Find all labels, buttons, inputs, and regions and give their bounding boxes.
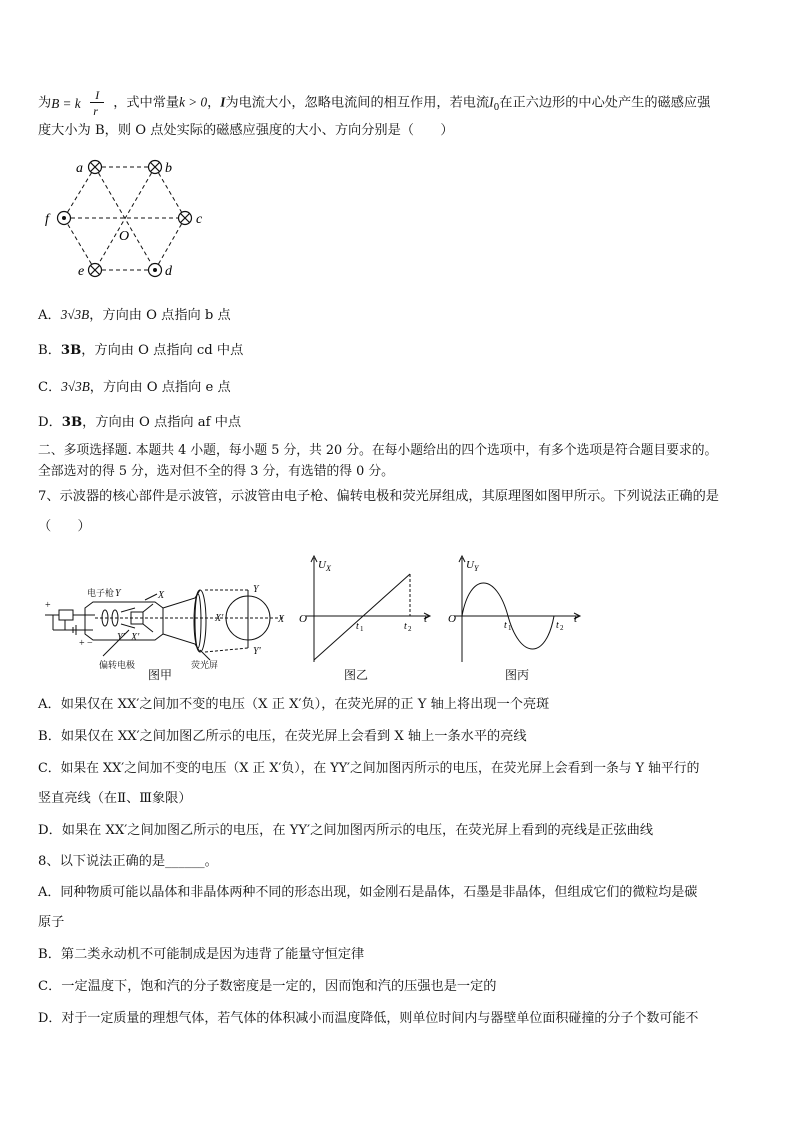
q7-option-c-line2: 竖直亮线（在Ⅱ、Ⅲ象限） [38,791,192,806]
hexagon-wire-diagram [40,152,215,282]
svg-text:Y: Y [115,588,121,599]
wire-e-into-icon [89,264,102,277]
svg-text:t: t [574,613,578,625]
svg-text:t: t [556,620,559,631]
figure-yi-caption: 图乙 [344,668,369,682]
svg-text:U: U [318,559,326,571]
figure-yi-ux-graph [296,552,436,664]
section2-line1: 二、多项选择题. 本题共 4 小题，每小题 5 分，共 20 分。在每小题给出的四个选项中，有多个选项是符合题目要求的。 [38,443,718,458]
svg-text:电子枪: 电子枪 [87,589,115,599]
q7-option-a: A．如果仅在 XX′之间加不变的电压（X 正 X′负），在荧光屏的正 Y 轴上将出现一个亮斑 [38,697,550,712]
svg-text:X': X' [215,613,224,624]
q8-option-b: B．第二类永动机不可能制成是因为违背了能量守恒定律 [38,947,365,962]
q8-stem: 8、以下说法正确的是______。 [38,854,218,869]
figure-jia-oscilloscope-tube [45,578,295,678]
wire-b-into-icon [149,161,162,174]
svg-text:2: 2 [560,624,564,632]
figure-jia-caption: 图甲 [148,668,173,682]
q6-stem-line1: 为 B = k I r ，式中常量k > 0，I为电流大小，忽略电流间的相互作用，若电流$I_0$在正六边形的中心处产生的磁感应强 [38,88,711,118]
svg-text:t: t [356,621,359,632]
wire-a-into-icon [89,161,102,174]
svg-text:Y: Y [474,564,479,573]
wire-d-out-icon [149,264,162,277]
svg-text:O: O [299,613,307,625]
formula-b-kir: B = k I r [51,88,113,118]
figure-bing-uy-graph [446,552,586,664]
svg-text:t: t [424,613,428,625]
svg-text:U: U [466,559,474,571]
wire-c-into-icon [179,212,192,225]
q8-option-c: C．一定温度下，饱和汽的分子数密度是一定的，因而饱和汽的压强也是一定的 [38,979,497,994]
q7-stem-line1: 7、示波器的核心部件是示波管，示波管由电子枪、偏转电极和荧光屏组成，其原理图如图甲所示。下列说法正确的是 [38,489,719,504]
q7-stem-line2: （ ） [38,519,91,534]
q6-option-d: D．3B，方向由 O 点指向 af 中点 [38,415,242,430]
svg-text:−: − [87,638,93,649]
wire-f-out-icon [58,212,71,225]
svg-text:X: X [158,590,165,601]
label-a: a [76,161,83,176]
q8-option-a-line2: 原子 [38,915,65,930]
label-f: f [45,212,49,227]
section2-line2: 全部选对的得 5 分，选对但不全的得 3 分，有选错的得 0 分。 [38,464,394,479]
q7-option-c-line1: C．如果在 XX′之间加不变的电压（X 正 X′负），在 YY′之间加图丙所示的电压，在荧光屏上会看到一条与 Y 轴平行的 [38,761,700,776]
svg-text:1: 1 [360,625,364,633]
svg-text:+: + [79,638,85,649]
svg-text:X: X [326,564,331,573]
svg-text:1: 1 [508,624,512,632]
q6-stem-line2: 度大小为 B，则 O 点处实际的磁感应强度的大小、方向分别是（ ） [38,123,454,138]
svg-text:2: 2 [408,625,412,633]
q7-option-d: D．如果在 XX′之间加图乙所示的电压，在 YY′之间加图丙所示的电压，在荧光屏上看到的亮线是正弦曲线 [38,823,654,838]
svg-text:O: O [448,613,456,625]
svg-text:t: t [504,620,507,631]
svg-text:X: X [278,614,285,625]
q6-option-b: B．3B，方向由 O 点指向 cd 中点 [38,343,244,358]
q6-option-a: A．3√3B，方向由 O 点指向 b 点 [38,307,231,323]
q8-option-d-line1: D．对于一定质量的理想气体，若气体的体积减小而温度降低，则单位时间内与器壁单位面积碰撞的分子个数可能不 [38,1011,699,1026]
svg-text:t: t [404,621,407,632]
svg-text:+: + [45,600,51,611]
figure-bing-caption: 图丙 [505,668,530,682]
q6-option-c: C．3√3B，方向由 O 点指向 e 点 [38,379,231,395]
q7-option-b: B．如果仅在 XX′之间加图乙所示的电压，在荧光屏上会看到 X 轴上一条水平的亮线 [38,729,527,744]
svg-text:Y: Y [253,584,259,595]
svg-text:X': X' [131,632,140,643]
svg-text:Y': Y' [117,632,125,643]
label-b: b [165,161,172,176]
label-e: e [78,264,85,279]
svg-text:偏转电极: 偏转电极 [99,661,136,671]
q8-option-a-line1: A．同种物质可能以晶体和非晶体两种不同的形态出现，如金刚石是晶体，石墨是非晶体，但组成它们的微粒均是碳 [38,885,698,900]
label-c: c [196,212,203,227]
label-o: O [119,229,130,244]
svg-text:荧光屏: 荧光屏 [191,661,219,671]
label-d: d [165,264,172,279]
svg-text:Y': Y' [253,646,261,657]
